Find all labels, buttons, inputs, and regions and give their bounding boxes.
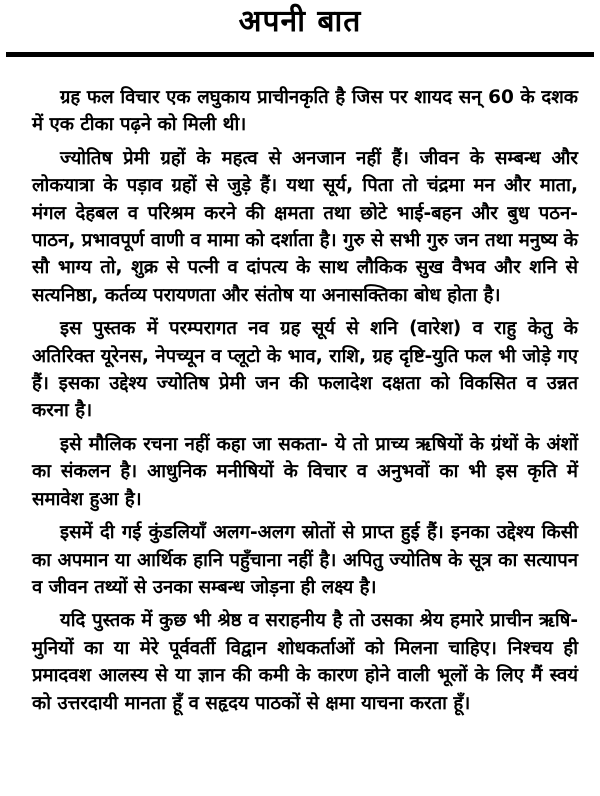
paragraph-6: यदि पुस्तक में कुछ भी श्रेष्ठ व सराहनीय है तो उसका श्रेय हमारे प्राचीन ऋषि-मुनियों का या मेरे पूर्ववर्ती विद्वान शोधकर्ताओं को मिलना चाहिए। निश्चय ही प्रमादवश आलस्य से या ज्ञान की कमी के कारण होने वाली भूलों के लिए मैं स्वयं को उत्तरदायी मानता हूँ व सहृदय पाठकों से क्षमा याचना करता हूँ। <box>32 610 578 714</box>
body-text <box>32 84 578 723</box>
paragraph-4: इसे मौलिक रचना नहीं कहा जा सकता- ये तो प्राच्य ऋषियों के ग्रंथों के अंशों का संकलन है। आधुनिक मनीषियों के विचार व अनुभवों का भी इस कृति में समावेश हुआ है। <box>32 433 578 510</box>
paragraph-5: इसमें दी गई कुंडलियाँ अलग-अलग स्रोतों से प्राप्त हुई हैं। इनका उद्देश्य किसी का अपमान या आर्थिक हानि पहुँचाना नहीं है। अपितु ज्योतिष के सूत्र का सत्यापन व जीवन तथ्यों से उनका सम्बन्ध जोड़ना ही लक्ष्य है। <box>32 522 578 598</box>
paragraph-2: ज्योतिष प्रेमी ग्रहों के महत्व से अनजान नहीं हैं। जीवन के सम्बन्ध और लोकयात्रा के पड़ाव ग्रहों से जुड़े हैं। यथा सूर्य, पिता तो चंद्रमा मन और माता, मंगल देहबल व परिश्रम करने की क्षमता तथा छोटे भाई-बहन और बुध पठन-पाठन, प्रभावपूर्ण वाणी व मामा को दर्शाता है। गुरु से सभी गुरु जन तथा मनुष्य के सौ भाग्य तो, शुक्र से पत्नी व दांपत्य के साथ लौकिक सुख वैभव और शनि से सत्यनिष्ठा, कर्तव्य परायणता और संतोष या अनासक्तिका बोध होता है। <box>32 147 578 306</box>
paragraph-1: ग्रह फल विचार एक लघुकाय प्राचीनकृति है जिस पर शायद सन् 60 के दशक में एक टीका पढ़ने को मिली थी। <box>32 87 578 136</box>
title-underline-rule <box>6 52 594 57</box>
paragraph-3: इस पुस्तक में परम्परागत नव ग्रह सूर्य से शनि (वारेश) व राहु केतु के अतिरिक्त यूरेनस, नेपच्यून व प्लूटो के भाव, राशि, ग्रह दृष्टि-युति फल भी जोड़े गए हैं। इसका उद्देश्य ज्योतिष प्रेमी जन की फलादेश दक्षता को विकसित व उन्नत करना है। <box>32 318 578 422</box>
page-title: अपनी बात <box>238 4 362 39</box>
